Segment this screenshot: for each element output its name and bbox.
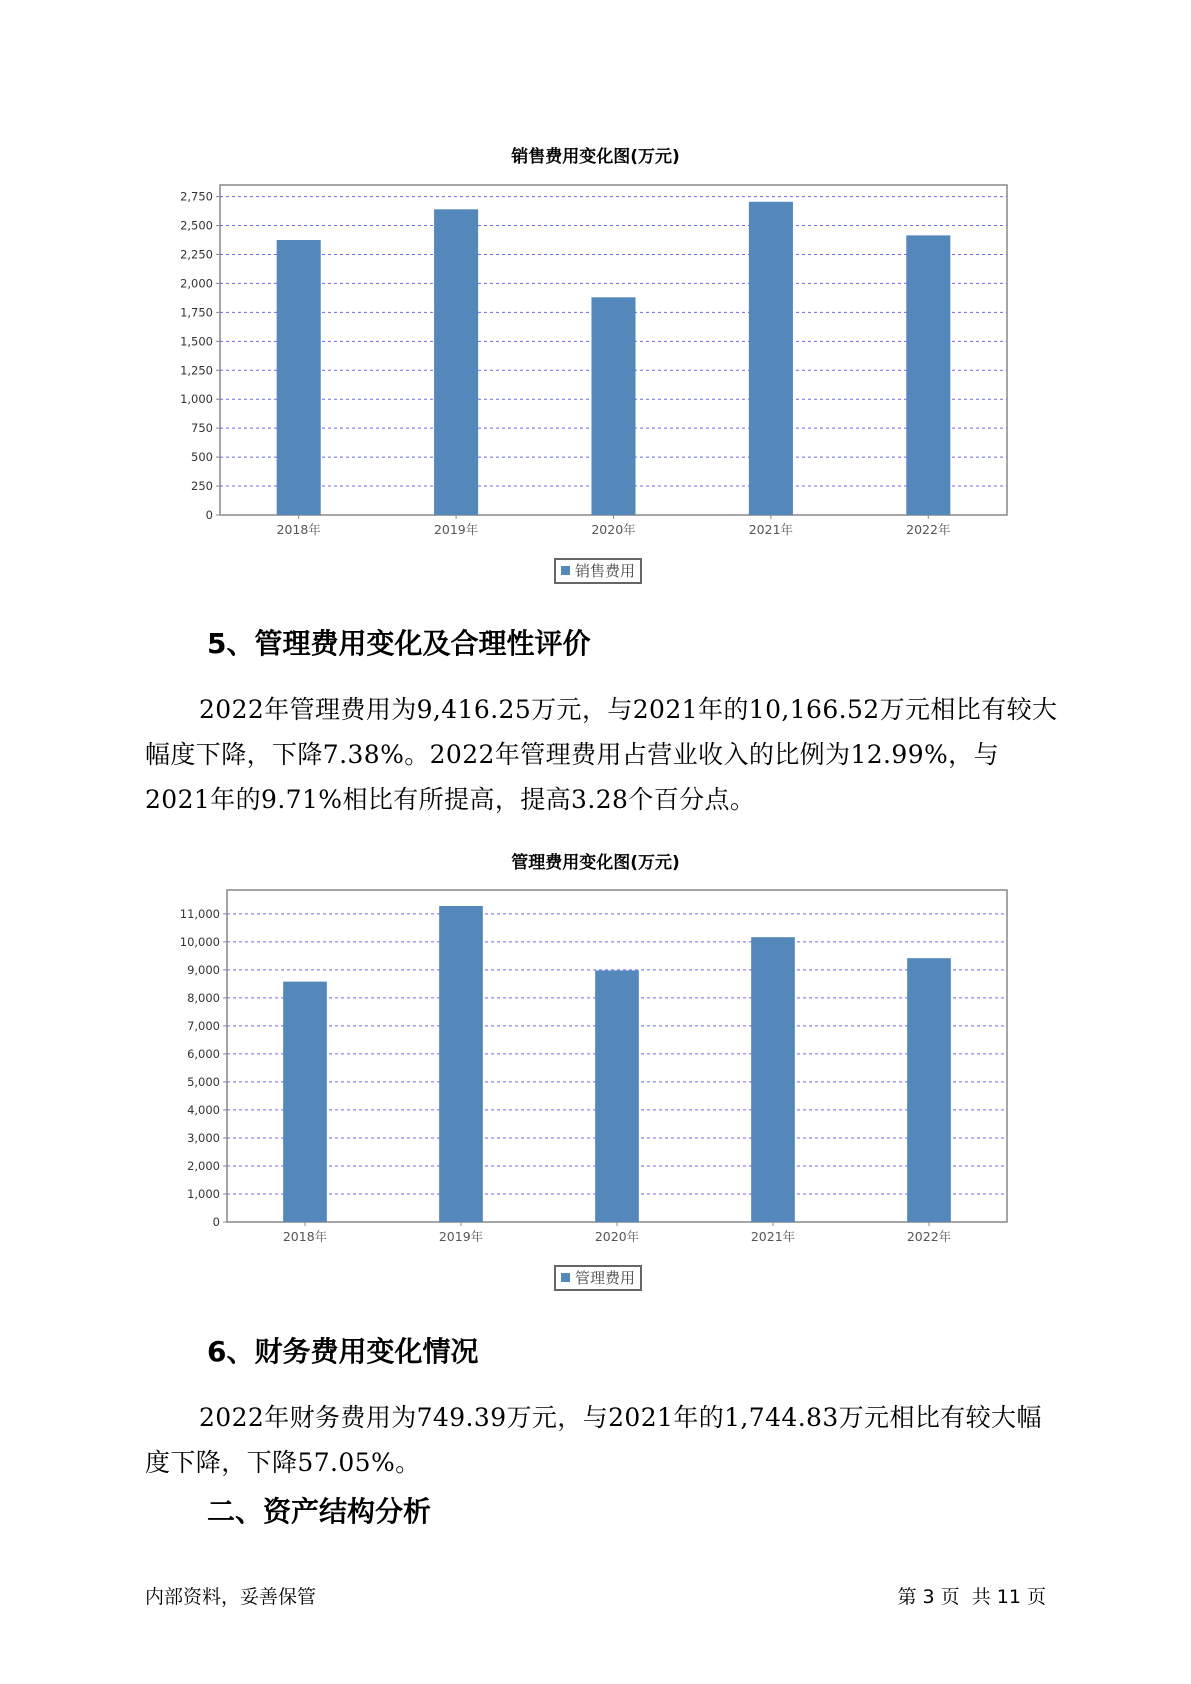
sales-chart-title: 销售费用变化图(万元) xyxy=(511,147,680,167)
legend-swatch xyxy=(561,1273,570,1282)
y-tick-label: 3,000 xyxy=(187,1130,220,1145)
y-tick-label: 1,500 xyxy=(180,334,213,349)
y-tick-label: 5,000 xyxy=(187,1074,220,1089)
mgmt-chart-legend xyxy=(554,1265,642,1291)
x-tick-label: 2021年 xyxy=(750,1229,796,1244)
y-tick-label: 4,000 xyxy=(187,1102,220,1117)
footer-confidential: 内部资料，妥善保管 xyxy=(145,1586,317,1608)
bar xyxy=(283,982,327,1222)
y-tick-label: 10,000 xyxy=(179,934,220,949)
asset-structure-heading: 二、资产结构分析 xyxy=(207,1495,432,1528)
finance-expense-heading: 6、财务费用变化情况 xyxy=(207,1335,479,1368)
footer-page-number: 第 3 页 共 11 页 xyxy=(897,1586,1046,1608)
x-tick-label: 2020年 xyxy=(594,1229,640,1244)
bar xyxy=(439,906,483,1222)
y-tick-label: 2,750 xyxy=(180,189,213,204)
y-tick-label: 750 xyxy=(191,421,213,436)
x-tick-label: 2019年 xyxy=(438,1229,484,1244)
y-tick-label: 11,000 xyxy=(179,906,220,921)
x-tick-label: 2020年 xyxy=(591,522,636,537)
y-tick-label: 6,000 xyxy=(187,1046,220,1061)
bar xyxy=(595,970,639,1222)
y-tick-label: 2,500 xyxy=(180,218,213,233)
finance-expense-paragraph: 2022年财务费用为749.39万元，与2021年的1,744.83万元相比有较大幅度下降，下降57.05%。 xyxy=(145,1403,1042,1477)
y-tick-label: 500 xyxy=(191,450,213,465)
y-tick-label: 250 xyxy=(191,479,213,494)
legend-label: 销售费用 xyxy=(575,562,636,580)
y-tick-label: 8,000 xyxy=(187,990,220,1005)
y-tick-label: 2,000 xyxy=(180,276,213,291)
legend-label: 管理费用 xyxy=(575,1269,636,1287)
x-tick-label: 2018年 xyxy=(282,1229,328,1244)
mgmt-expense-heading: 5、管理费用变化及合理性评价 xyxy=(207,627,591,660)
x-tick-label: 2019年 xyxy=(433,522,479,537)
y-tick-label: 1,000 xyxy=(180,392,213,407)
x-tick-label: 2022年 xyxy=(906,1229,952,1244)
y-tick-label: 1,000 xyxy=(187,1186,220,1201)
y-tick-label: 9,000 xyxy=(187,962,220,977)
y-tick-label: 0 xyxy=(212,1215,220,1229)
bar xyxy=(907,958,951,1222)
y-tick-label: 7,000 xyxy=(187,1018,220,1033)
x-tick-label: 2018年 xyxy=(276,522,321,537)
y-tick-label: 0 xyxy=(205,508,213,522)
x-tick-label: 2021年 xyxy=(748,522,794,537)
x-tick-label: 2022年 xyxy=(906,522,951,537)
y-tick-label: 1,750 xyxy=(180,305,213,320)
mgmt-expense-paragraph: 2022年管理费用为9,416.25万元，与2021年的10,166.52万元相比有较大幅度下降，下降7.38%。2022年管理费用占营业收入的比例为12.99%，与2021年的9.71%相比有所提高，提高3.28个百分点。 xyxy=(145,695,1058,814)
mgmt-chart-title: 管理费用变化图(万元) xyxy=(511,853,680,873)
y-tick-label: 2,000 xyxy=(187,1158,220,1173)
y-tick-label: 1,250 xyxy=(180,363,213,378)
y-tick-label: 2,250 xyxy=(180,247,213,262)
bar xyxy=(751,937,795,1222)
